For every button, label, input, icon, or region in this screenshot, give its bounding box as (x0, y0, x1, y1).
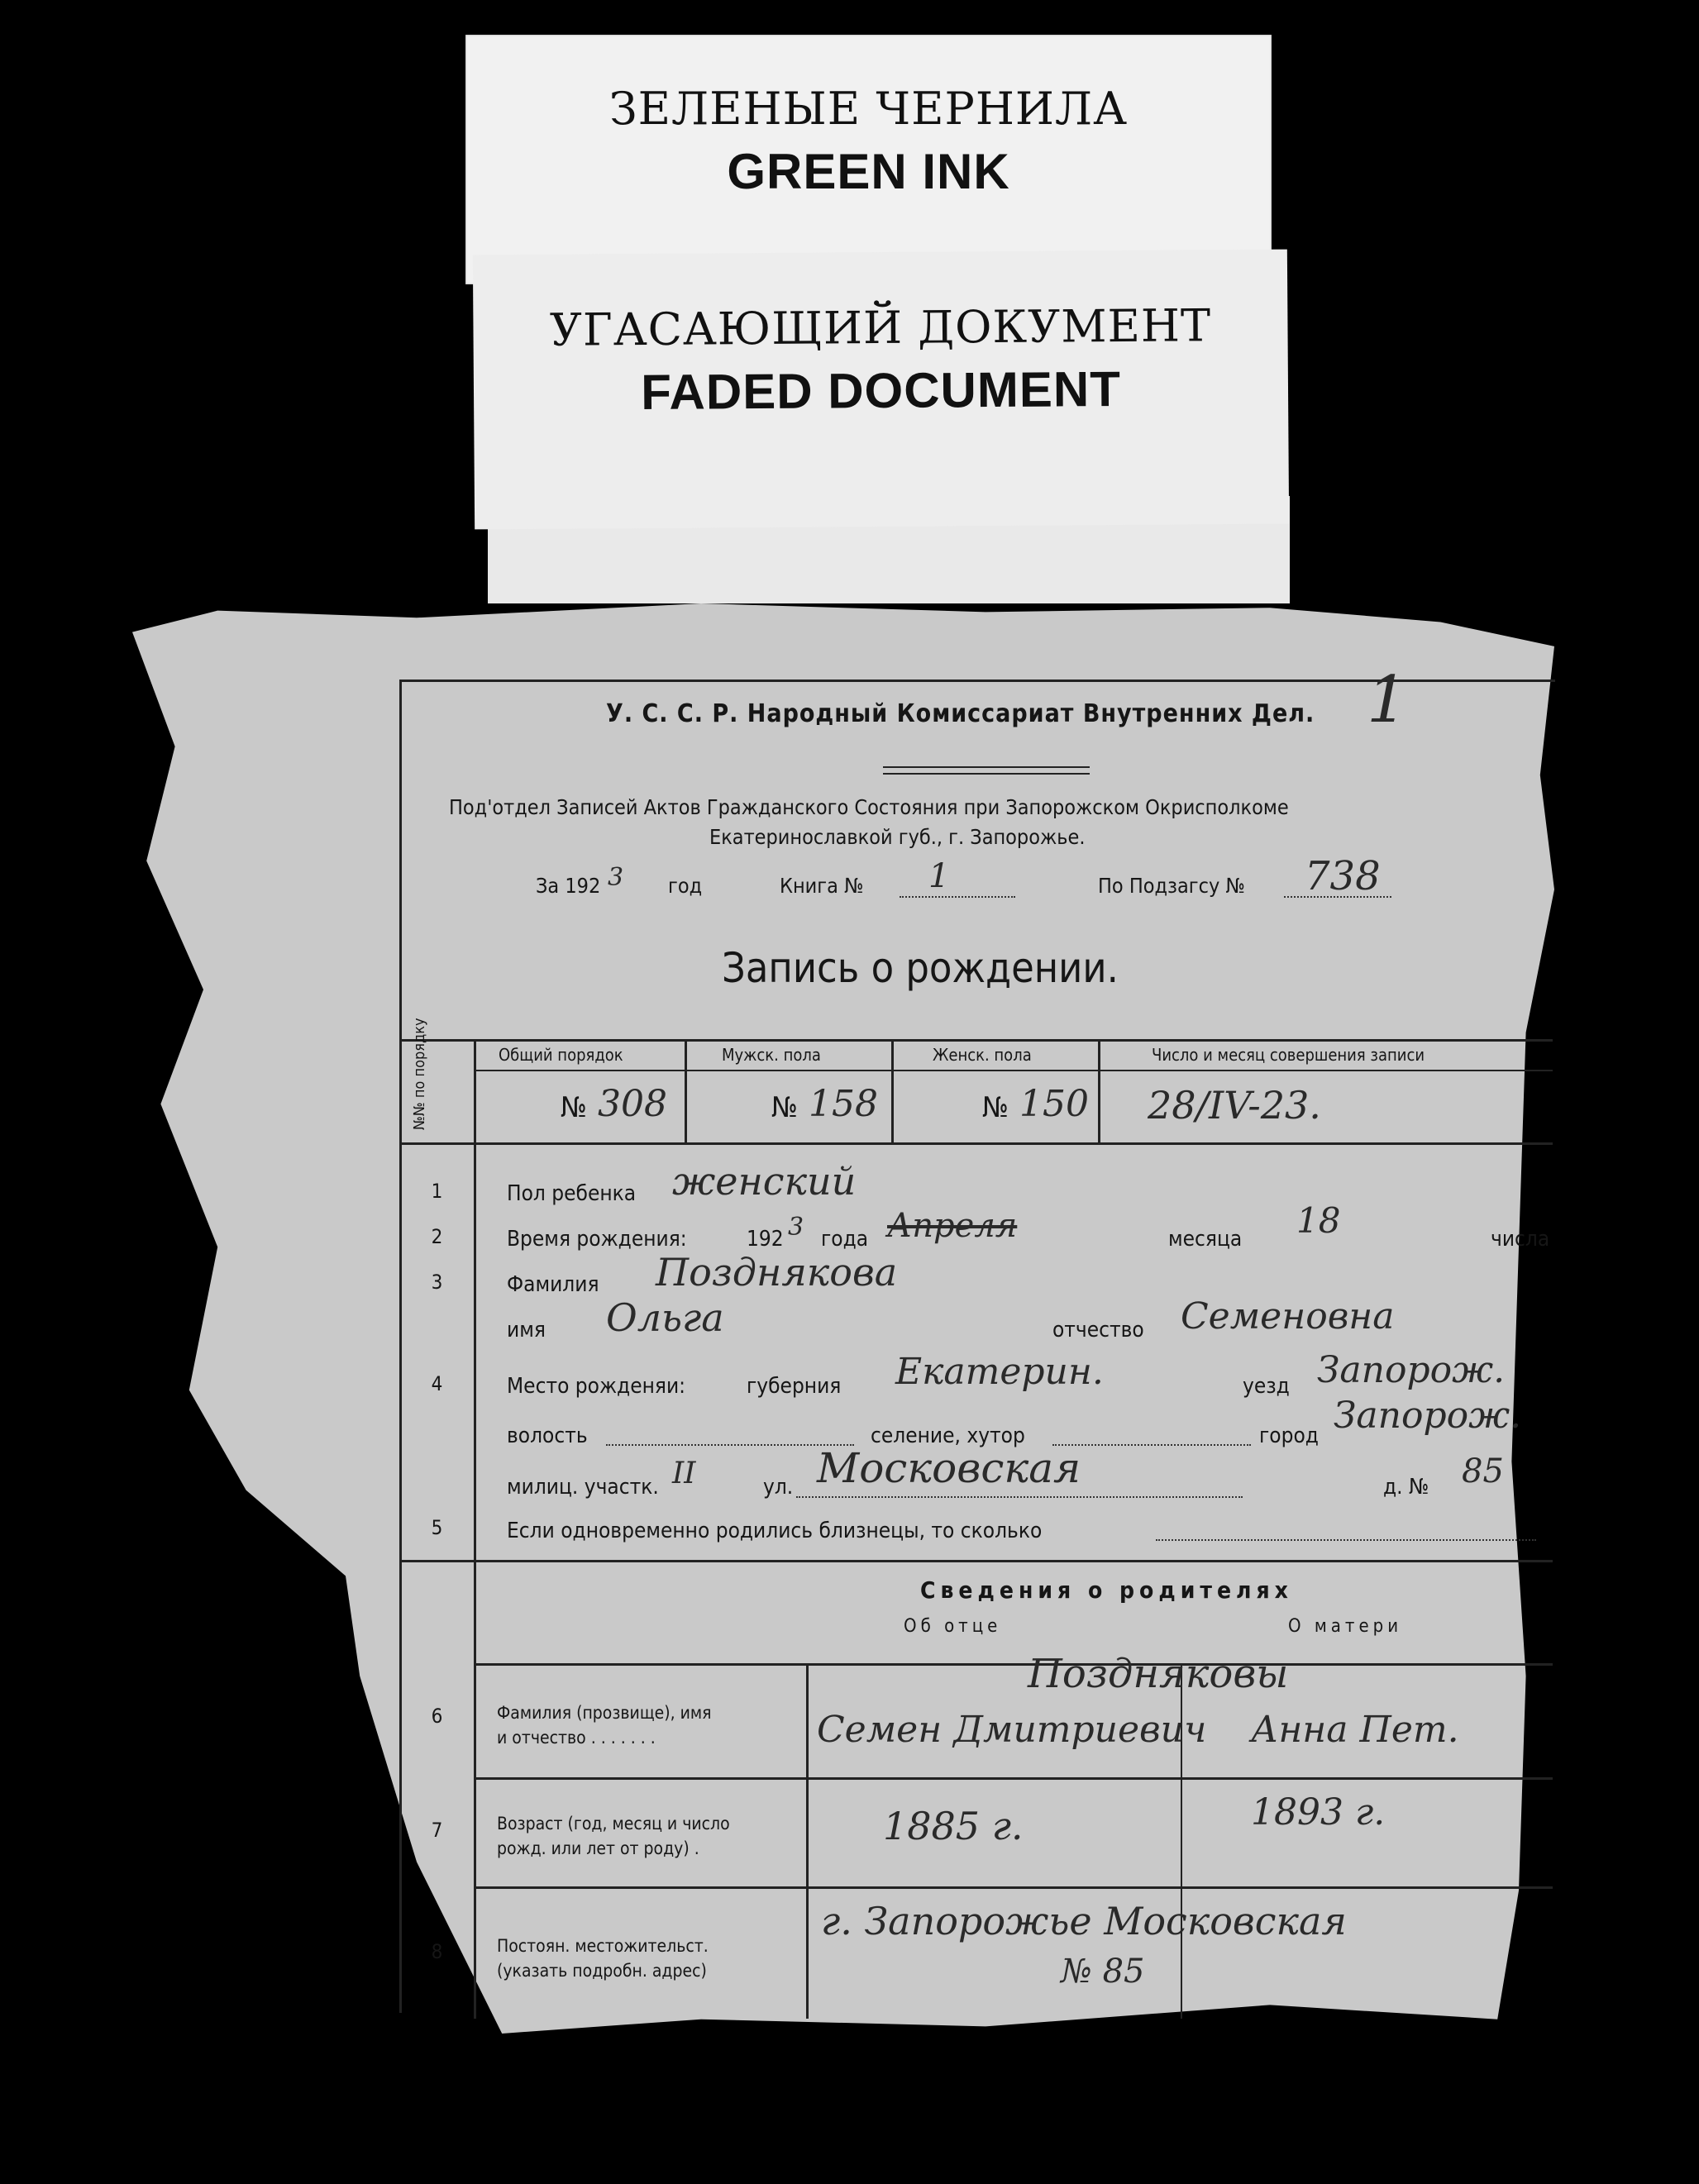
col-sep-1 (685, 1039, 687, 1142)
parents-title: Сведения о родителях (920, 1576, 1293, 1604)
parents-label-sep (806, 1663, 809, 2019)
male-prefix: № (771, 1091, 798, 1124)
militia-value: II (672, 1457, 696, 1490)
subreg-dots (1284, 896, 1391, 898)
general-value: 308 (598, 1083, 667, 1125)
birth-month-value: Апреля (887, 1207, 1018, 1245)
day-label: числа (1491, 1227, 1550, 1252)
header-rule-2 (883, 773, 1090, 775)
col-date: Число и месяц совершения записи (1152, 1045, 1425, 1065)
p6-mother: Анна Пет. (1251, 1709, 1459, 1751)
street-label: ул. (763, 1475, 794, 1500)
faded-en: FADED DOCUMENT (640, 360, 1122, 421)
p8-label-1: Постоян. местожительст. (497, 1936, 709, 1956)
row-num-3: 3 (431, 1271, 443, 1294)
name-label: имя (507, 1318, 546, 1342)
green-ink-card (465, 35, 1272, 284)
sex-value: женский (672, 1159, 857, 1204)
col-general: Общий порядок (499, 1045, 623, 1065)
subreg-label: По Подзагсу № (1098, 874, 1245, 898)
gubernia-label: губерния (747, 1374, 842, 1399)
p6-surname: Поздняковы (1028, 1651, 1289, 1697)
parents-head-rule (474, 1663, 1553, 1666)
uezd-label: уезд (1243, 1374, 1290, 1399)
surname-value: Позднякова (656, 1250, 898, 1295)
record-date-value: 28/IV-23. (1148, 1083, 1321, 1128)
org-header: У. С. С. Р. Народный Комиссариат Внутренних Дел. (606, 699, 1315, 728)
militia-label: милиц. участк. (507, 1475, 659, 1500)
col-sep-3 (1098, 1039, 1100, 1142)
row-num-4: 4 (431, 1372, 443, 1395)
book-label: Книга № (780, 874, 864, 898)
green-ink-en: GREEN INK (727, 144, 1010, 199)
year-label: За 192 (536, 874, 601, 898)
village-dots (1052, 1444, 1251, 1446)
p8-value-2: № 85 (1061, 1953, 1145, 1991)
name-value: Ольга (606, 1295, 724, 1340)
p7-mother: 1893 г. (1251, 1791, 1386, 1834)
parents-top-rule (399, 1560, 1553, 1562)
p6-label-2: и отчество . . . . . . . (497, 1728, 656, 1748)
patronymic-label: отчество (1052, 1318, 1144, 1342)
birth-record-form (399, 663, 1553, 2019)
p6-father: Семен Дмитриевич (817, 1709, 1207, 1751)
village-label: селение, хутор (871, 1423, 1025, 1448)
p6-rule (474, 1777, 1553, 1780)
row-num-6: 6 (431, 1705, 443, 1728)
row-num-5: 5 (431, 1516, 443, 1539)
father-head: Об отце (904, 1616, 1002, 1637)
p8-label-2: (указать подробн. адрес) (497, 1961, 707, 1981)
corner-mark: 1 (1367, 663, 1408, 737)
city-label: город (1259, 1423, 1319, 1448)
birth-day-value: 18 (1296, 1200, 1341, 1241)
row-num-8: 8 (431, 1940, 443, 1963)
city-value: Запорож. (1334, 1395, 1522, 1437)
table-bottom-rule (399, 1142, 1553, 1145)
female-prefix: № (982, 1091, 1009, 1124)
table-top-rule (399, 1039, 1553, 1042)
female-value: 150 (1019, 1083, 1089, 1125)
col-sep-2 (891, 1039, 894, 1142)
col-sep-0 (474, 1039, 476, 2019)
p7-father: 1885 г. (883, 1804, 1024, 1848)
place-label: Место рожденяи: (507, 1374, 686, 1399)
mother-head: О матери (1288, 1616, 1403, 1637)
sex-label: Пол ребенка (507, 1181, 637, 1206)
p7-rule (474, 1886, 1553, 1889)
p7-label-1: Возраст (год, месяц и число (497, 1814, 730, 1834)
dept-line-2: Екатеринославкой губ., г. Запорожье. (709, 825, 1086, 849)
birth-year-suffix: года (821, 1227, 869, 1252)
faded-document-card (473, 250, 1289, 530)
table-header-rule (474, 1070, 1553, 1071)
street-value: Московская (817, 1444, 1081, 1492)
col-order-no: №№ по порядку (411, 1018, 428, 1130)
general-prefix: № (561, 1091, 587, 1124)
p6-label-1: Фамилия (прозвище), имя (497, 1703, 712, 1723)
col-female: Женск. пола (933, 1045, 1032, 1065)
row-num-1: 1 (431, 1180, 443, 1203)
gubernia-value: Екатерин. (895, 1351, 1104, 1393)
subreg-hand: 738 (1305, 853, 1381, 899)
record-title: Запись о рождении. (722, 944, 1119, 992)
green-ink-ru: ЗЕЛЕНЫЕ ЧЕРНИЛА (609, 83, 1128, 135)
patronymic-value: Семеновна (1181, 1295, 1395, 1338)
street-dots (796, 1496, 1243, 1498)
header-rule-1 (883, 766, 1090, 768)
year-suffix: год (668, 874, 703, 898)
book-hand: 1 (928, 857, 950, 895)
dept-line-1: Под'отдел Записей Актов Гражданского Состояния при Запорожском Окрисполкоме (449, 795, 1289, 819)
p8-value: г. Запорожье Московская (821, 1899, 1347, 1943)
house-value: 85 (1462, 1452, 1504, 1490)
book-dots (900, 896, 1015, 898)
faded-ru: УГАСАЮЩИЙ ДОКУМЕНТ (549, 299, 1212, 356)
surname-label: Фамилия (507, 1272, 599, 1297)
volost-label: волость (507, 1423, 588, 1448)
house-label: д. № (1383, 1475, 1429, 1500)
birth-label: Время рождения: (507, 1227, 687, 1252)
month-label: месяца (1168, 1227, 1243, 1252)
year-hand: 3 (608, 863, 624, 892)
row-num-2: 2 (431, 1225, 443, 1248)
uezd-value: Запорож. (1317, 1349, 1506, 1391)
p7-label-2: рожд. или лет от роду) . (497, 1838, 699, 1858)
row-num-7: 7 (431, 1819, 443, 1842)
col-male: Мужск. пола (722, 1045, 821, 1065)
birth-year-hand: 3 (788, 1213, 804, 1242)
birth-year-prefix: 192 (747, 1227, 784, 1252)
twins-dots (1156, 1539, 1536, 1541)
male-value: 158 (809, 1083, 878, 1125)
twins-label: Если одновременно родились близнецы, то сколько (507, 1519, 1043, 1543)
